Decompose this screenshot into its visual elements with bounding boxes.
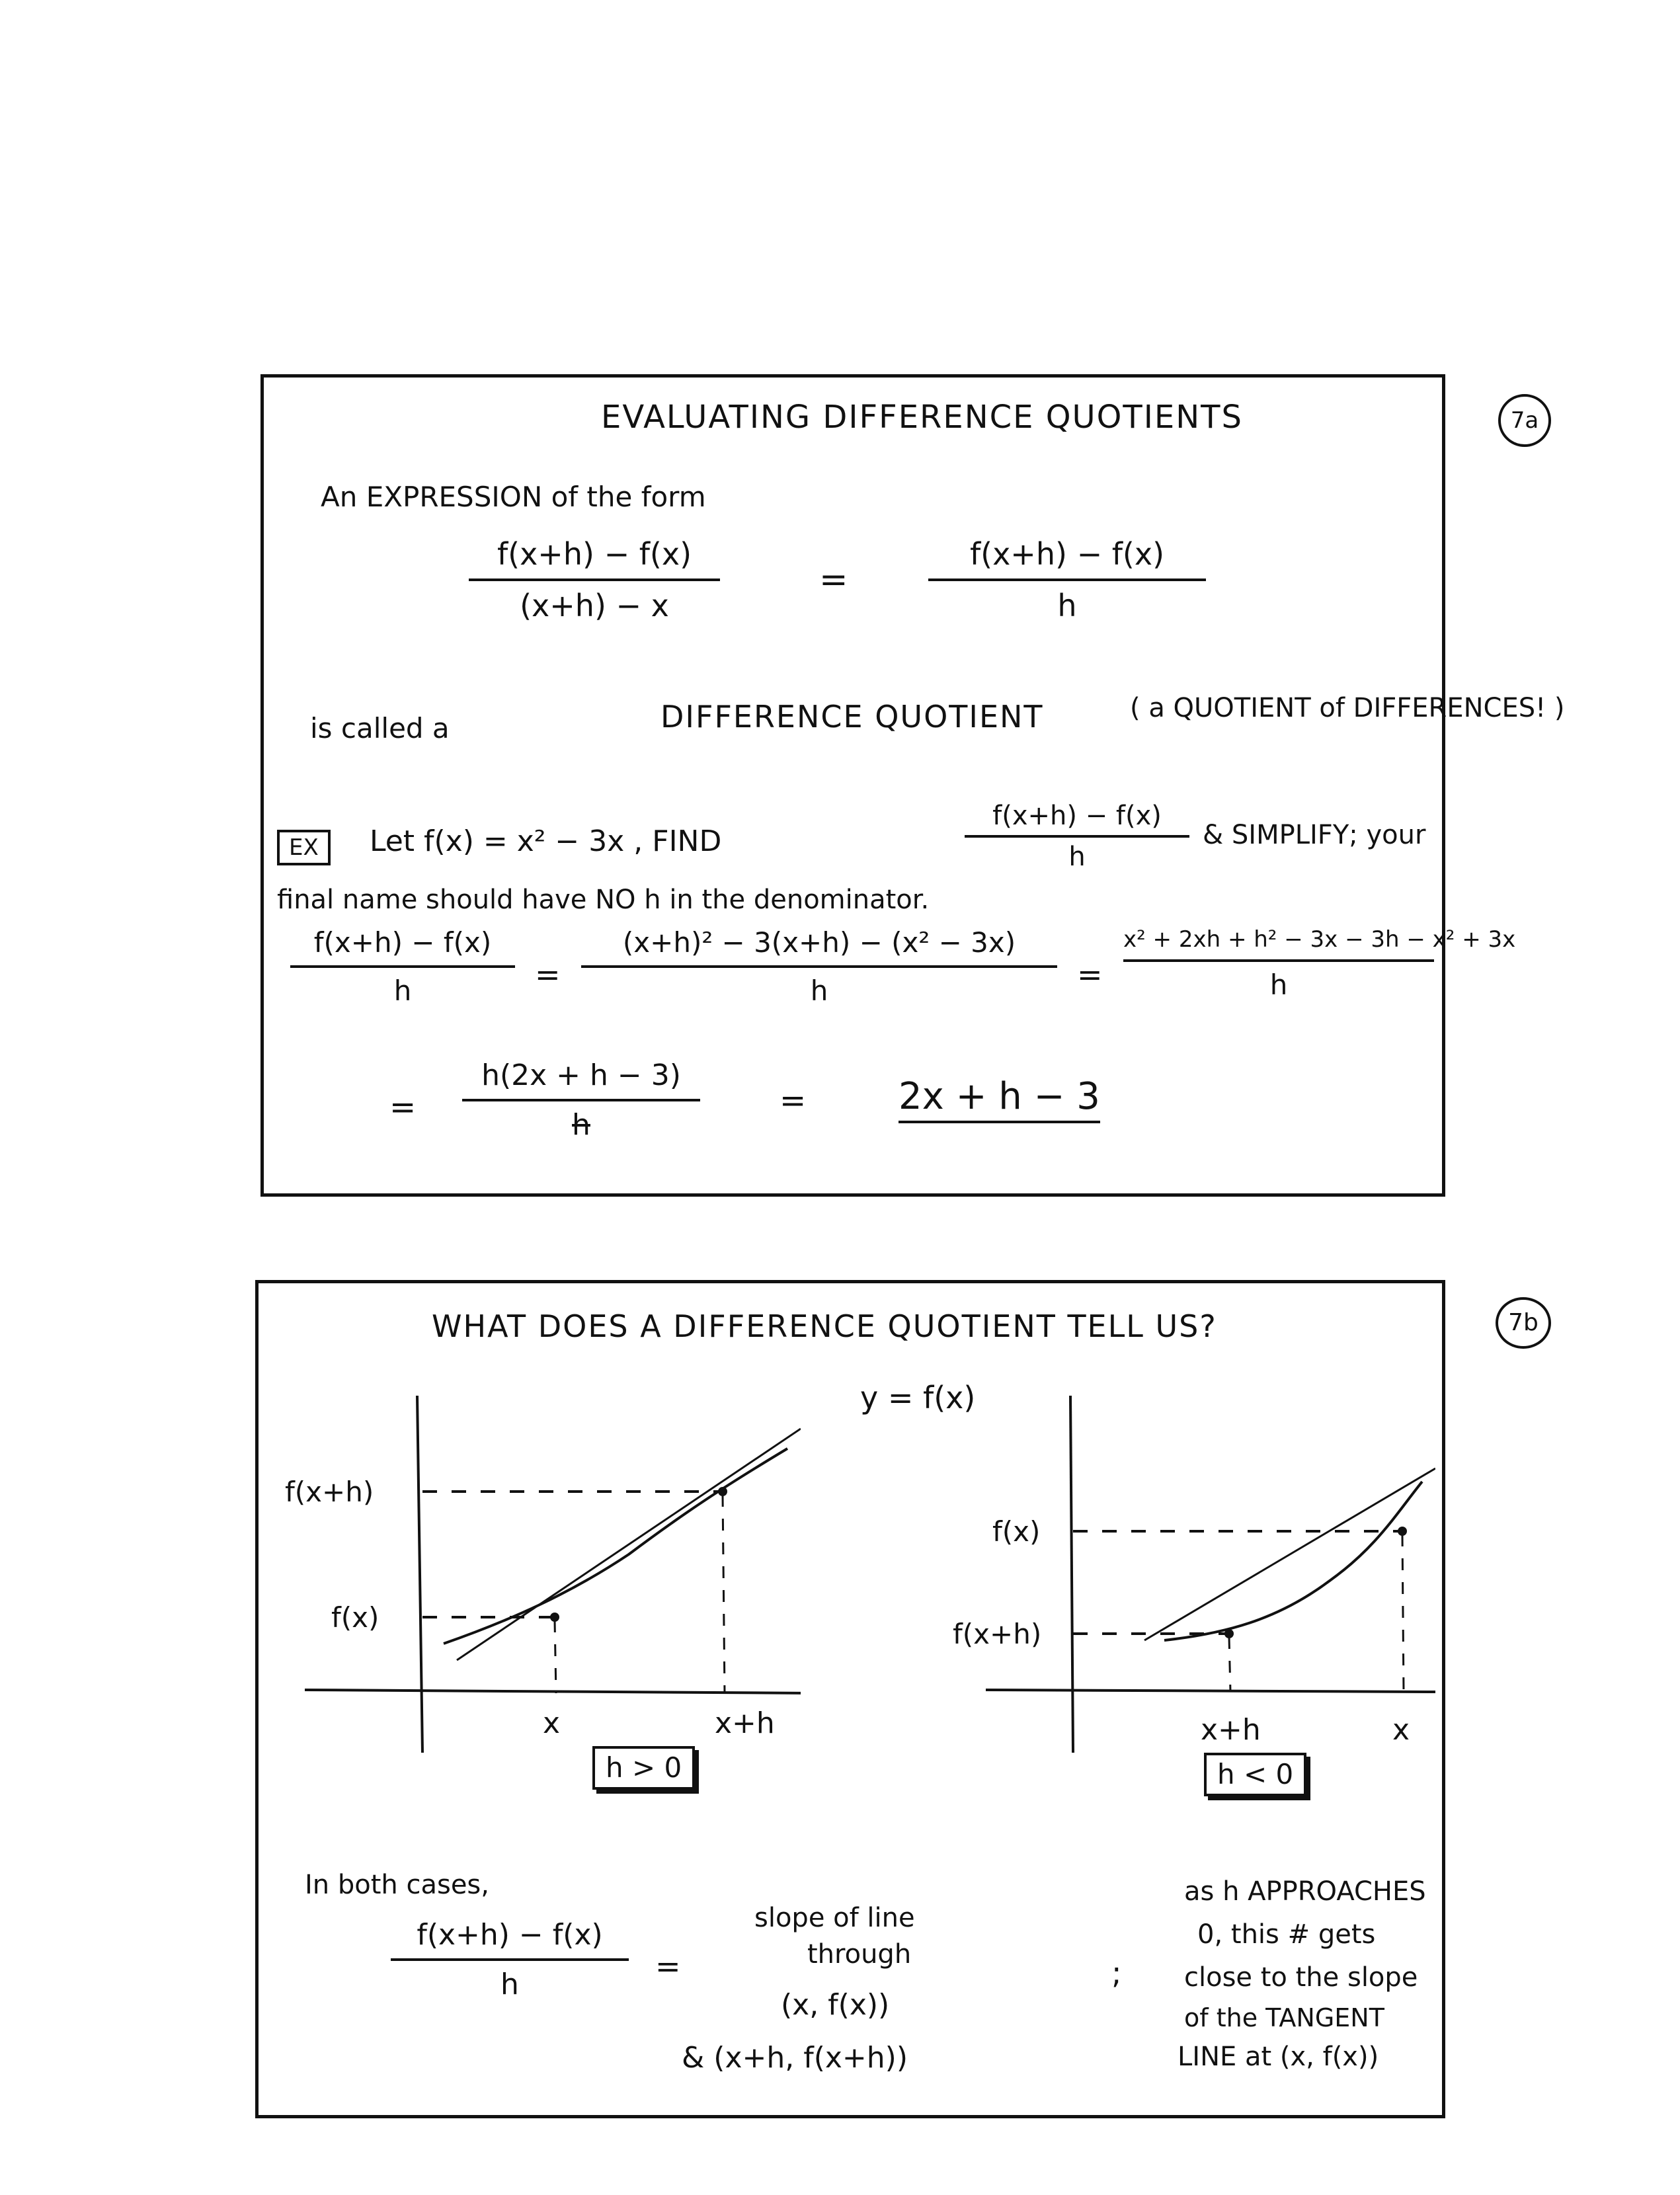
tangent-line-1: as h APPROACHES (1184, 1876, 1426, 1907)
step1-lhs-numerator: f(x+h) − f(x) (313, 926, 492, 959)
right-curve (1164, 1482, 1422, 1640)
left-graph (259, 1382, 801, 1753)
curve-label: y = f(x) (860, 1380, 976, 1416)
form-lhs-fraction (469, 536, 720, 623)
step1-lhs-denominator: h (393, 975, 412, 1007)
panel-7a-badge-text: 7a (1510, 407, 1539, 434)
left-point-x (550, 1613, 559, 1622)
left-condition-box: h > 0 (592, 1746, 695, 1790)
bottom-dq-fraction (391, 1918, 629, 2001)
left-curve (444, 1449, 787, 1644)
step2-fraction (462, 1058, 700, 1142)
step2-numerator: h(2x + h − 3) (481, 1058, 681, 1092)
difference-quotient-term: DIFFERENCE QUOTIENT (660, 699, 1044, 735)
right-x-left-label: x+h (1201, 1713, 1261, 1747)
example-quotient (965, 801, 1189, 872)
bottom-dq-numerator: f(x+h) − f(x) (417, 1918, 603, 1952)
step1-equals-1: = (535, 957, 561, 992)
example-label: EX (277, 830, 331, 865)
example-simplify: & SIMPLIFY; your (1203, 820, 1426, 850)
step1-rhs-numerator: x² + 2xh + h² − 3x − 3h − x² + 3x (1123, 926, 1516, 953)
called-text: is called a (310, 712, 450, 744)
right-x-axis (986, 1690, 1435, 1692)
tangent-line-2: 0, this # gets (1197, 1919, 1376, 1950)
bottom-dq-denominator: h (500, 1968, 519, 2001)
intro-text: An EXPRESSION of the form (321, 481, 706, 513)
form-rhs-numerator: f(x+h) − f(x) (969, 536, 1165, 572)
left-y-lower-label: f(x) (331, 1601, 380, 1634)
step2-denominator: h (572, 1108, 590, 1142)
panel-7b (255, 1280, 1445, 2118)
right-graph (854, 1382, 1435, 1753)
step1-middle-fraction (581, 926, 1057, 1007)
left-y-axis (417, 1396, 422, 1753)
left-secant (457, 1429, 801, 1660)
step1-lhs-fraction (290, 926, 515, 1007)
right-y-axis (1070, 1396, 1073, 1753)
left-x-right-label: x+h (715, 1706, 775, 1740)
example-instruction: final name should have NO h in the denominator. (277, 885, 930, 915)
step1-equals-2: = (1077, 957, 1103, 992)
slope-line-2: through (807, 1939, 912, 1970)
right-point-x (1398, 1527, 1407, 1536)
panel-7a-title: EVALUATING DIFFERENCE QUOTIENTS (601, 399, 1243, 436)
both-cases-text: In both cases, (305, 1870, 489, 1900)
right-x-right-label: x (1392, 1713, 1410, 1747)
right-point-xh (1224, 1629, 1234, 1638)
step1-middle-numerator: (x+h)² − 3(x+h) − (x² − 3x) (622, 926, 1016, 959)
panel-7a-badge-ring (1498, 394, 1551, 447)
final-answer: 2x + h − 3 (899, 1078, 1100, 1123)
slope-line-3: (x, f(x)) (781, 1988, 890, 2022)
tangent-line-5: LINE at (x, f(x)) (1178, 2042, 1379, 2072)
step1-rhs-fraction (1123, 926, 1516, 1001)
form-rhs-denominator: h (1057, 588, 1077, 623)
step2-equals-2: = (780, 1082, 807, 1119)
left-y-upper-label: f(x+h) (285, 1476, 374, 1508)
form-lhs-denominator: (x+h) − x (520, 588, 669, 623)
panel-7b-badge-text: 7b (1508, 1309, 1539, 1336)
left-x-left-label: x (543, 1706, 561, 1740)
right-y-lower-label: f(x+h) (953, 1618, 1042, 1650)
step1-middle-denominator: h (810, 975, 828, 1007)
form-rhs-fraction (928, 536, 1206, 623)
right-y-upper-label: f(x) (992, 1515, 1041, 1548)
example-quotient-numerator: f(x+h) − f(x) (992, 801, 1162, 831)
form-equals: = (819, 560, 848, 600)
form-lhs-numerator: f(x+h) − f(x) (497, 536, 692, 572)
slope-line-1: slope of line (754, 1903, 915, 1933)
aside-note: ( a QUOTIENT of DIFFERENCES! ) (1130, 693, 1565, 723)
left-point-xh (718, 1487, 727, 1496)
example-quotient-denominator: h (1068, 842, 1086, 872)
bottom-equals: = (655, 1948, 681, 1984)
step2-equals-1: = (389, 1089, 417, 1126)
bottom-semicolon: ; (1111, 1955, 1122, 1991)
right-secant (1144, 1468, 1435, 1640)
tangent-line-4: of the TANGENT (1184, 2003, 1384, 2032)
left-x-axis (305, 1690, 801, 1693)
step1-rhs-denominator: h (1269, 969, 1288, 1001)
panel-7b-badge-ring (1496, 1297, 1551, 1349)
tangent-line-3: close to the slope (1184, 1962, 1418, 1993)
slope-line-4: & (x+h, f(x+h)) (682, 2041, 908, 2075)
example-prompt: Let f(x) = x² − 3x , FIND (370, 824, 722, 858)
panel-7b-title: WHAT DOES A DIFFERENCE QUOTIENT TELL US? (432, 1308, 1217, 1344)
right-condition-box: h < 0 (1204, 1753, 1306, 1796)
